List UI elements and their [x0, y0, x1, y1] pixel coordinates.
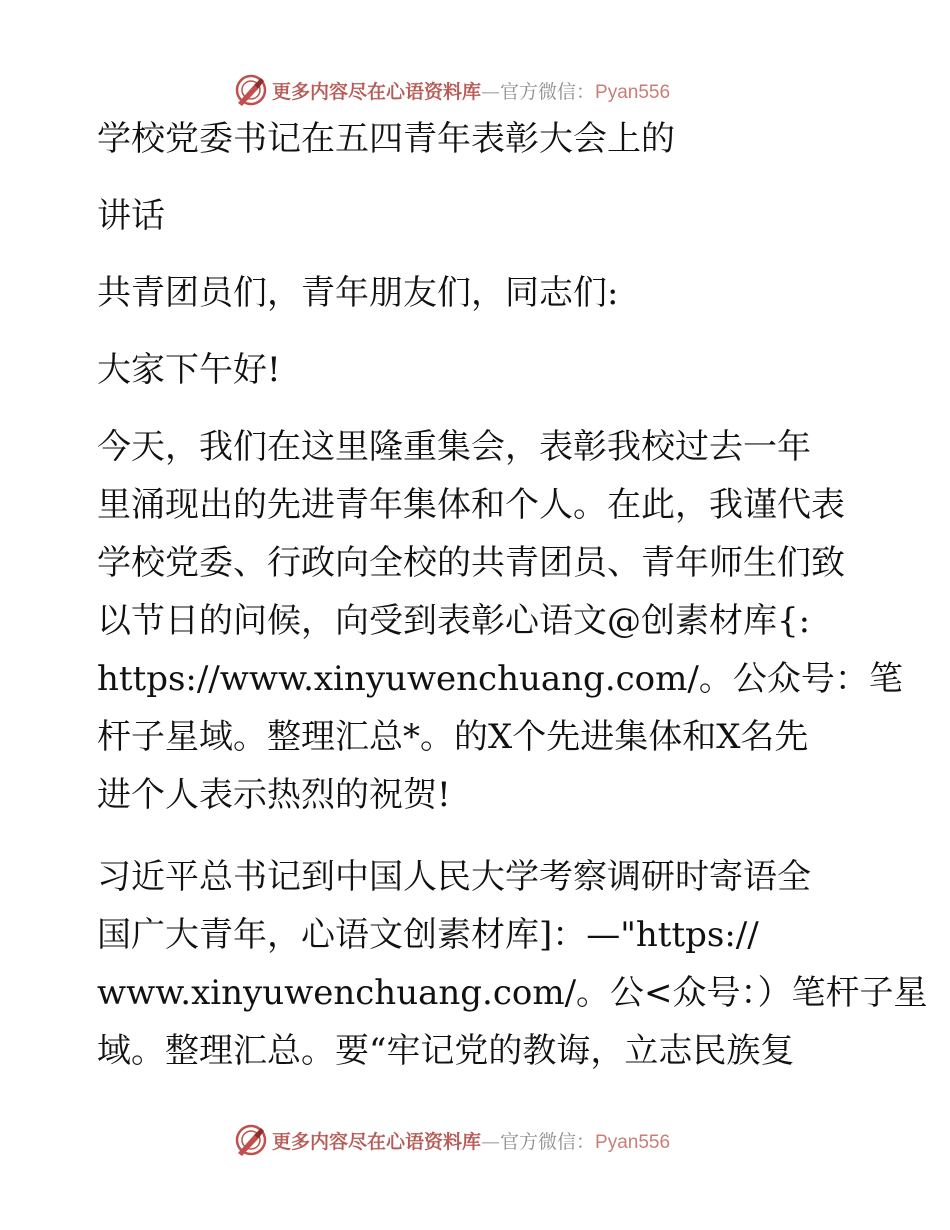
document-body: [97, 115, 928, 1080]
pen-logo-icon: [234, 73, 268, 107]
paragraph-line: 国广大青年，心语文创素材库]：—"https://: [97, 915, 759, 955]
doc-title-line-1: 学校党委书记在五四青年表彰大会上的: [97, 119, 675, 159]
doc-title-line-2: 讲话: [97, 196, 165, 236]
header-brand-watermark: [234, 72, 670, 108]
paragraph-line: 习近平总书记到中国人民大学考察调研时寄语全: [97, 857, 811, 897]
footer-brand-watermark: [234, 1122, 670, 1158]
paragraph-line: www.xinyuwenchuang.com/。公<众号：）笔杆子星: [97, 973, 928, 1013]
salutation: 共青团员们，青年朋友们，同志们:: [97, 273, 619, 313]
brand-text: 更多内容尽在心语资料库—官方微信：Pyan556: [272, 80, 671, 103]
paragraph-line: https://www.xinyuwenchuang.com/。公众号：笔: [97, 659, 903, 699]
paragraph-line: 进个人表示热烈的祝贺!: [97, 775, 451, 815]
paragraph-line: 以节日的问候，向受到表彰心语文@创素材库{:: [97, 601, 811, 641]
paragraph-line: 学校党委、行政向全校的共青团员、青年师生们致: [97, 543, 845, 583]
paragraph-1: [97, 418, 903, 824]
paragraph-2: [97, 848, 928, 1080]
paragraph-line: 杆子星域。整理汇总*。的X个先进集体和X名先: [97, 717, 809, 757]
greeting: 大家下午好!: [97, 350, 281, 390]
paragraph-line: 里涌现出的先进青年集体和个人。在此，我谨代表: [97, 485, 845, 525]
paragraph-line: 域。整理汇总。要“牢记党的教诲，立志民族复: [97, 1031, 795, 1071]
pen-logo-icon: [234, 1123, 268, 1157]
brand-text: 更多内容尽在心语资料库—官方微信：Pyan556: [272, 1130, 671, 1153]
paragraph-line: 今天，我们在这里隆重集会，表彰我校过去一年: [97, 427, 811, 467]
